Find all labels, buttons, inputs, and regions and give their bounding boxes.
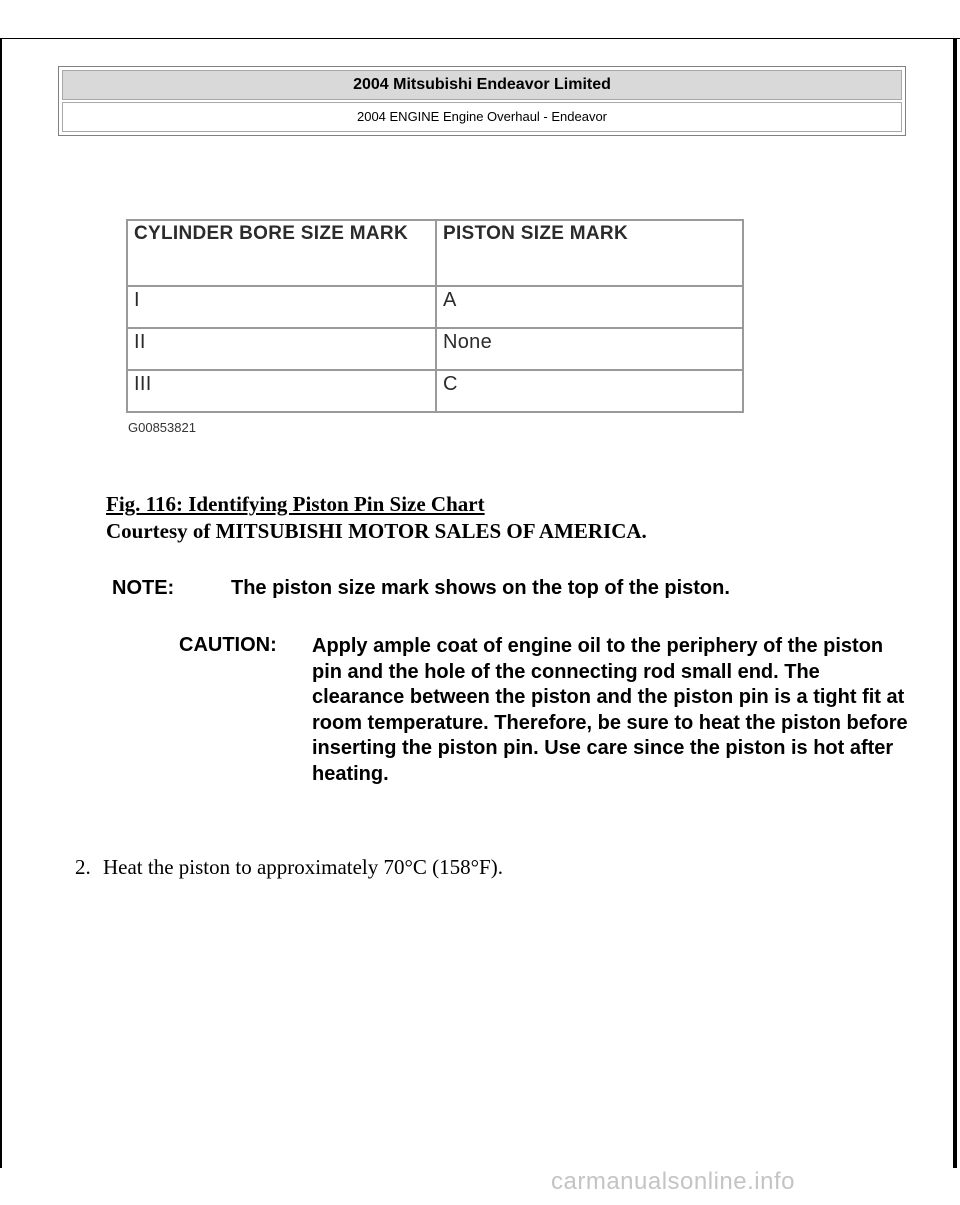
table-cell: I	[127, 286, 436, 328]
note-label: NOTE:	[112, 577, 175, 599]
column-header-bore: CYLINDER BORE SIZE MARK	[127, 220, 436, 286]
step-text: Heat the piston to approximately 70°C (158°F).	[103, 855, 503, 879]
step-number: 2.	[75, 855, 91, 879]
note-text: The piston size mark shows on the top of the piston.	[231, 577, 730, 599]
column-header-piston: PISTON SIZE MARK	[436, 220, 743, 286]
table-cell: A	[436, 286, 743, 328]
table-cell: II	[127, 328, 436, 370]
table-cell: C	[436, 370, 743, 412]
figure-title-link[interactable]: Fig. 116: Identifying Piston Pin Size Chart	[106, 492, 485, 516]
header-title: 2004 Mitsubishi Endeavor Limited	[62, 70, 902, 100]
page-frame-top	[0, 38, 960, 39]
figure-code: G00853821	[128, 420, 196, 435]
figure-image	[126, 219, 744, 413]
watermark: carmanualsonline.info	[551, 1168, 795, 1195]
header-subtitle: 2004 ENGINE Engine Overhaul - Endeavor	[62, 102, 902, 132]
procedure-step	[75, 855, 503, 880]
table-row	[127, 370, 743, 412]
table-row	[127, 286, 743, 328]
page-frame-left	[0, 38, 2, 1168]
figure-courtesy: Courtesy of MITSUBISHI MOTOR SALES OF AMERICA.	[106, 519, 647, 543]
caution-label: CAUTION:	[179, 634, 277, 656]
table-cell: None	[436, 328, 743, 370]
table-row	[127, 328, 743, 370]
table-header-row	[127, 220, 743, 286]
size-mark-table	[126, 219, 744, 413]
page-frame-right	[953, 38, 957, 1168]
table-cell: III	[127, 370, 436, 412]
document-header	[58, 66, 906, 136]
caution-text: Apply ample coat of engine oil to the periphery of the piston pin and the hole of the connecting rod small end. The clearance between the piston and the piston pin is a tight fit at room temperature. Therefore, be sure to heat the piston before inserting the piston pin. Use care since the piston is hot after heating.	[312, 635, 908, 785]
